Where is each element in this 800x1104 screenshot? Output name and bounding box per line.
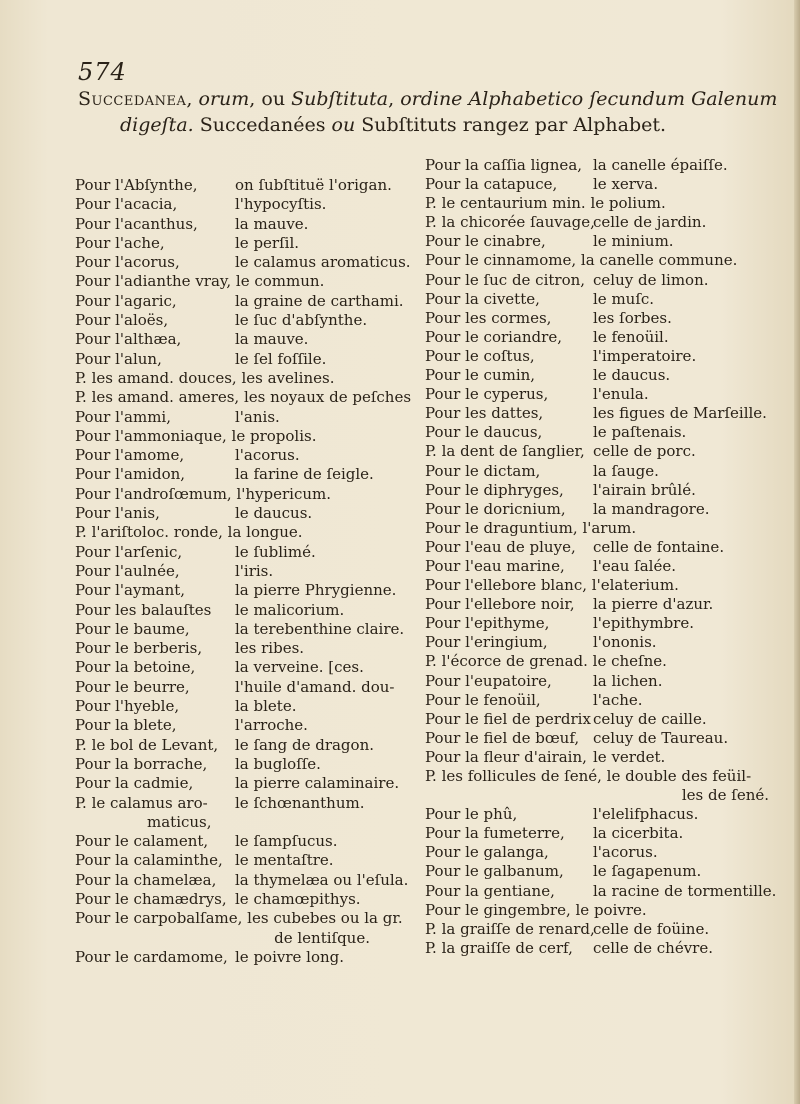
- left-column: [75, 176, 420, 967]
- entry-substitute: la mandragore.: [593, 499, 710, 518]
- entry-term: Pour le coriandre,: [425, 327, 562, 346]
- entry-substitute: le perſil.: [235, 233, 300, 252]
- entry-row: [425, 404, 785, 423]
- entry-row: [425, 557, 785, 576]
- entry-row: [425, 805, 785, 824]
- entry-row: [75, 465, 420, 484]
- entry-term: Pour l'ellebore blanc, l'elaterium.: [425, 576, 679, 595]
- entry-row: [75, 369, 420, 388]
- entry-row: [425, 366, 785, 385]
- entry-term: Pour le cinabre,: [425, 232, 546, 251]
- entry-term: Pour l'eupatoire,: [425, 671, 552, 690]
- entry-substitute: celle de jardin.: [593, 213, 707, 232]
- entry-substitute: la racine de tormentille.: [593, 881, 777, 900]
- entry-term: Pour le baume,: [75, 619, 190, 638]
- entry-row: [75, 929, 420, 948]
- entry-row: [75, 350, 420, 369]
- entry-row: [425, 786, 785, 805]
- title-word: , ou: [249, 88, 292, 110]
- title-word: orum: [198, 88, 250, 110]
- entry-term: Pour la chamelæa,: [75, 870, 217, 889]
- entry-substitute: celuy de Taureau.: [593, 728, 729, 747]
- entry-row: [75, 581, 420, 600]
- entry-row: [425, 843, 785, 862]
- page-edge: [794, 0, 800, 1104]
- entry-substitute: l'ache.: [593, 690, 643, 709]
- entry-substitute: les ſorbes.: [593, 308, 672, 327]
- title-word: Subſtituta: [291, 88, 389, 110]
- entry-substitute: le ſampſucus.: [235, 832, 338, 851]
- entry-substitute: la farine de ſeigle.: [235, 465, 374, 484]
- entry-row: [75, 909, 420, 928]
- entry-substitute: la bugloſſe.: [235, 754, 321, 773]
- entry-substitute: la mauve.: [235, 214, 309, 233]
- entry-term: Pour l'androſœmum, l'hypericum.: [75, 484, 332, 503]
- title-word: ,: [186, 88, 199, 110]
- entry-term: Pour les dattes,: [425, 404, 544, 423]
- entry-row: [425, 519, 785, 538]
- entry-term: P. les amand. ameres, les noyaux de peſches: [75, 388, 412, 407]
- entry-term: Pour l'acanthus,: [75, 214, 198, 233]
- entry-substitute: celle de foüine.: [593, 919, 710, 938]
- entry-row: [425, 862, 785, 881]
- entry-term: Pour l'ache,: [75, 233, 165, 252]
- entry-row: [75, 176, 420, 195]
- entry-row: [75, 234, 420, 253]
- entry-substitute: le chamœpithys.: [235, 889, 361, 908]
- entry-term: Pour le phû,: [425, 805, 518, 824]
- entry-substitute: l'huile d'amand. dou-: [235, 677, 395, 696]
- page-title-line-2: [120, 114, 770, 136]
- entry-row: [425, 633, 785, 652]
- entry-row: [425, 882, 785, 901]
- entry-substitute: le verdet.: [593, 747, 666, 766]
- entry-substitute: le minium.: [593, 232, 674, 251]
- entry-term: Pour l'acorus,: [75, 253, 180, 272]
- entry-row: [425, 920, 785, 939]
- entry-substitute: le fenoüil.: [593, 327, 669, 346]
- title-word: Succedanea: [78, 88, 187, 110]
- entry-substitute: l'enula.: [593, 385, 649, 404]
- entry-row: [75, 832, 420, 851]
- entry-row: [75, 620, 420, 639]
- entry-substitute: la cicerbita.: [593, 824, 684, 843]
- page-title-line-1: [78, 88, 778, 110]
- entry-term: Pour l'ammoniaque, le propolis.: [75, 426, 317, 445]
- entry-row: [75, 543, 420, 562]
- entry-row: [425, 652, 785, 671]
- entry-term: Pour le fenoüil,: [425, 690, 541, 709]
- entry-row: [75, 311, 420, 330]
- title-word: Succedanées: [193, 114, 332, 136]
- entry-row: [425, 538, 785, 557]
- title-word: ou: [331, 114, 356, 136]
- entry-substitute: l'airain brûlé.: [593, 480, 696, 499]
- entry-term: Pour l'althæa,: [75, 330, 182, 349]
- entry-row: [75, 794, 420, 813]
- entry-row: [425, 614, 785, 633]
- entry-row: [75, 408, 420, 427]
- entry-term: Pour l'amidon,: [75, 465, 186, 484]
- entry-term: Pour la civette,: [425, 289, 540, 308]
- entry-row: [425, 213, 785, 232]
- entry-row: [75, 562, 420, 581]
- entry-term: Pour la betoine,: [75, 658, 196, 677]
- entry-term: Pour le fiel de bœuf,: [425, 728, 580, 747]
- entry-term: P. les amand. douces, les avelines.: [75, 368, 335, 387]
- entry-term: Pour les cormes,: [425, 308, 552, 327]
- entry-row: [75, 601, 420, 620]
- entry-substitute: les ribes.: [235, 639, 305, 658]
- right-column: [425, 156, 785, 958]
- entry-substitute: l'arroche.: [235, 716, 308, 735]
- entry-row: [425, 290, 785, 309]
- entry-term: Pour le cardamome,: [75, 947, 228, 966]
- entry-term: Pour le doricnium,: [425, 499, 566, 518]
- entry-row: [75, 658, 420, 677]
- entry-row: [75, 504, 420, 523]
- entry-term: Pour l'eau marine,: [425, 556, 565, 575]
- entry-substitute: la lichen.: [593, 671, 663, 690]
- entry-term: Pour la cadmie,: [75, 774, 194, 793]
- entry-row: [75, 774, 420, 793]
- entry-row: [425, 232, 785, 251]
- entry-substitute: la verveine. [ces.: [235, 658, 364, 677]
- entry-term: Pour le cinnamome, la canelle commune.: [425, 251, 738, 270]
- entry-row: [425, 347, 785, 366]
- entry-row: [75, 639, 420, 658]
- entry-substitute: le xerva.: [593, 175, 659, 194]
- entry-row: [75, 716, 420, 735]
- entry-substitute: la blete.: [235, 697, 297, 716]
- entry-row: [425, 309, 785, 328]
- entry-term: Pour la borrache,: [75, 754, 208, 773]
- entry-term: Pour le cyperus,: [425, 385, 549, 404]
- entry-substitute: le paſtenais.: [593, 423, 687, 442]
- entry-term: Pour le galbanum,: [425, 862, 564, 881]
- entry-substitute: le mentaſtre.: [235, 851, 334, 870]
- entry-substitute: le daucus.: [235, 504, 313, 523]
- entry-substitute: le ſublimé.: [235, 542, 316, 561]
- entry-substitute: l'eau ſalée.: [593, 556, 676, 575]
- entry-term: Pour l'arſenic,: [75, 542, 183, 561]
- entry-row: [425, 595, 785, 614]
- entry-substitute: celuy de limon.: [593, 270, 709, 289]
- entry-row: [425, 462, 785, 481]
- entry-row: [75, 697, 420, 716]
- entry-substitute: la pierre Phrygienne.: [235, 581, 397, 600]
- entry-term: Pour l'alun,: [75, 349, 162, 368]
- entry-row: [75, 195, 420, 214]
- entry-term: Pour le daucus,: [425, 423, 543, 442]
- entry-substitute: le ſchœnanthum.: [235, 793, 365, 812]
- entry-row: [75, 813, 420, 832]
- entry-substitute: on ſubſtituë l'origan.: [235, 176, 392, 194]
- entry-term: P. le calamus aro-: [75, 793, 208, 812]
- entry-row: [425, 576, 785, 595]
- entry-substitute: l'elelifphacus.: [593, 805, 699, 824]
- entry-term: les de ſené.: [681, 786, 769, 805]
- entry-row: [425, 175, 785, 194]
- entry-term: Pour la catapuce,: [425, 175, 558, 194]
- entry-term: Pour le gingembre, le poivre.: [425, 900, 647, 919]
- entry-row: [75, 755, 420, 774]
- entry-substitute: l'acorus.: [235, 446, 300, 465]
- entry-term: P. les follicules de ſené, le double des feüil-: [425, 767, 752, 785]
- entry-substitute: le daucus.: [593, 366, 671, 385]
- entry-row: [75, 871, 420, 890]
- entry-substitute: le ſagapenum.: [593, 862, 702, 881]
- entry-row: [425, 901, 785, 920]
- entry-term: P. la graiſſe de renard,: [425, 919, 595, 938]
- entry-term: Pour le carpobalſame, les cubebes ou la gr.: [75, 909, 403, 928]
- page-number: 574: [78, 58, 127, 86]
- entry-term: Pour la gentiane,: [425, 881, 555, 900]
- entry-row: [425, 500, 785, 519]
- entry-substitute: l'acorus.: [593, 843, 658, 862]
- entry-row: [75, 330, 420, 349]
- entry-substitute: le muſc.: [593, 289, 655, 308]
- entry-row: [75, 446, 420, 465]
- title-word: ordine Alphabetico ſecundum Galenum: [400, 88, 778, 110]
- entry-row: [425, 767, 785, 786]
- entry-substitute: la mauve.: [235, 330, 309, 349]
- entry-substitute: le ſel foſſile.: [235, 349, 327, 368]
- entry-row: [425, 423, 785, 442]
- entry-row: [425, 251, 785, 270]
- entry-term: Pour l'amome,: [75, 446, 185, 465]
- title-word: ,: [388, 88, 401, 110]
- entry-term: Pour la fumeterre,: [425, 824, 565, 843]
- entry-term: Pour le diphryges,: [425, 480, 564, 499]
- entry-term: Pour l'acacia,: [75, 195, 178, 214]
- entry-term: Pour l'aloës,: [75, 311, 169, 330]
- entry-substitute: l'anis.: [235, 407, 280, 426]
- entry-row: [75, 948, 420, 967]
- entry-substitute: la canelle épaiſſe.: [593, 156, 728, 174]
- entry-row: [425, 672, 785, 691]
- entry-row: [75, 736, 420, 755]
- entry-term: Pour le cumin,: [425, 366, 536, 385]
- entry-term: Pour le dictam,: [425, 461, 541, 480]
- entry-term: Pour le beurre,: [75, 677, 190, 696]
- entry-term: P. l'écorce de grenad. le cheſne.: [425, 652, 667, 671]
- entry-row: [75, 388, 420, 407]
- entry-row: [425, 385, 785, 404]
- entry-substitute: celle de fontaine.: [593, 537, 725, 556]
- entry-term: Pour l'epithyme,: [425, 614, 550, 633]
- entry-term: P. la graiſſe de cerf,: [425, 938, 573, 957]
- entry-row: [75, 215, 420, 234]
- entry-substitute: la ſauge.: [593, 461, 659, 480]
- entry-substitute: la graine de carthami.: [235, 291, 404, 310]
- entry-substitute: l'hypocyſtis.: [235, 195, 327, 214]
- entry-row: [425, 156, 785, 175]
- entry-substitute: la pierre d'azur.: [593, 595, 714, 614]
- entry-substitute: le ſang de dragon.: [235, 735, 374, 754]
- entry-substitute: le ſuc d'abſynthe.: [235, 311, 368, 330]
- entry-term: Pour la calaminthe,: [75, 851, 223, 870]
- entry-substitute: le malicorium.: [235, 600, 345, 619]
- entry-row: [75, 272, 420, 291]
- entry-term: P. la dent de ſanglier,: [425, 442, 585, 461]
- entry-row: [75, 890, 420, 909]
- entry-substitute: celle de chévre.: [593, 938, 713, 957]
- entry-term: Pour l'ellebore noir,: [425, 595, 575, 614]
- entry-substitute: les figues de Marſeille.: [593, 404, 767, 423]
- entry-substitute: l'iris.: [235, 561, 274, 580]
- entry-row: [425, 729, 785, 748]
- entry-substitute: l'epithymbre.: [593, 614, 695, 633]
- title-word: digeſta.: [120, 114, 194, 136]
- entry-term: P. la chicorée ſauvage,: [425, 213, 595, 232]
- title-word: Subſtituts rangez par Alphabet.: [355, 114, 667, 136]
- entry-row: [75, 427, 420, 446]
- entry-term: Pour l'ammi,: [75, 407, 171, 426]
- entry-term: de lentiſque.: [274, 928, 370, 947]
- entry-term: P. l'ariſtoloc. ronde, la longue.: [75, 523, 303, 542]
- entry-term: Pour le coſtus,: [425, 346, 535, 365]
- entry-row: [425, 748, 785, 767]
- entry-row: [75, 485, 420, 504]
- entry-row: [425, 824, 785, 843]
- entry-term: Pour la blete,: [75, 716, 177, 735]
- entry-row: [75, 253, 420, 272]
- entry-term: P. le centaurium min. le polium.: [425, 194, 666, 213]
- entry-substitute: celuy de caille.: [593, 709, 707, 728]
- entry-row: [425, 481, 785, 500]
- entry-row: [75, 292, 420, 311]
- entry-row: [425, 691, 785, 710]
- entry-row: [425, 194, 785, 213]
- entry-row: [75, 523, 420, 542]
- entry-term: Pour le galanga,: [425, 843, 549, 862]
- entry-row: [425, 328, 785, 347]
- entry-substitute: le calamus aromaticus.: [235, 253, 411, 272]
- entry-substitute: la thymelæa ou l'eſula.: [235, 870, 409, 889]
- entry-substitute: l'imperatoire.: [593, 346, 697, 365]
- entry-term: Pour l'Abſynthe,: [75, 176, 198, 194]
- entry-row: [425, 939, 785, 958]
- entry-substitute: l'ononis.: [593, 633, 657, 652]
- entry-row: [425, 271, 785, 290]
- entry-term: maticus,: [147, 812, 212, 831]
- entry-row: [75, 678, 420, 697]
- entry-term: Pour l'eau de pluye,: [425, 537, 576, 556]
- entry-term: Pour les balauſtes: [75, 600, 212, 619]
- entry-substitute: la terebenthine claire.: [235, 619, 405, 638]
- entry-term: Pour l'eringium,: [425, 633, 548, 652]
- entry-term: Pour l'anis,: [75, 504, 160, 523]
- entry-substitute: la pierre calaminaire.: [235, 774, 400, 793]
- entry-term: Pour le ſuc de citron,: [425, 270, 586, 289]
- entry-term: Pour le chamædrys,: [75, 889, 227, 908]
- entry-term: Pour le calament,: [75, 832, 209, 851]
- entry-term: Pour l'adianthe vray, le commun.: [75, 272, 325, 291]
- entry-term: Pour l'agaric,: [75, 291, 177, 310]
- entry-substitute: le poivre long.: [235, 947, 345, 966]
- entry-term: Pour l'hyeble,: [75, 697, 180, 716]
- entry-term: Pour le berberis,: [75, 639, 203, 658]
- entry-term: Pour l'aulnée,: [75, 561, 180, 580]
- entry-substitute: celle de porc.: [593, 442, 696, 461]
- entry-term: Pour la caſſia lignea,: [425, 156, 583, 174]
- entry-term: Pour la fleur d'airain,: [425, 747, 587, 766]
- entry-term: P. le bol de Levant,: [75, 735, 219, 754]
- entry-term: Pour le draguntium, l'arum.: [425, 518, 637, 537]
- entry-term: Pour le fiel de perdrix: [425, 709, 591, 728]
- entry-row: [75, 851, 420, 870]
- entry-row: [425, 442, 785, 461]
- entry-term: Pour l'aymant,: [75, 581, 186, 600]
- entry-row: [425, 710, 785, 729]
